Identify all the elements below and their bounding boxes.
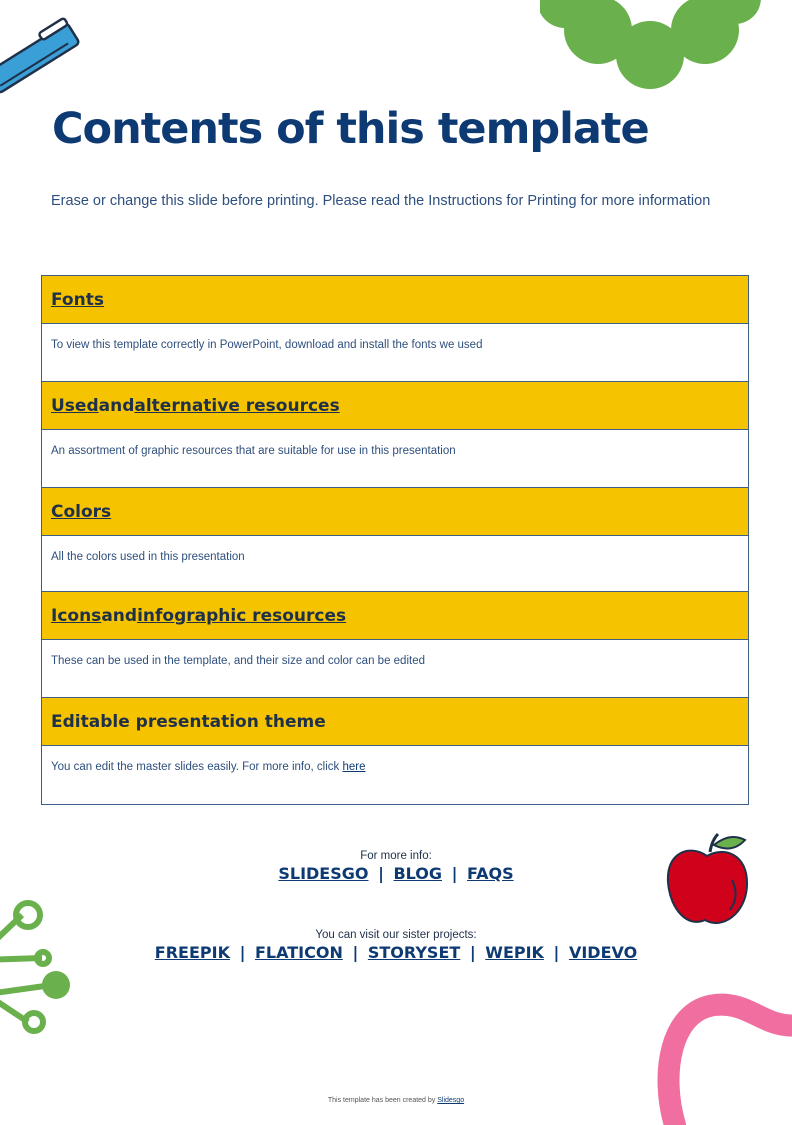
- infographic-resources-link[interactable]: infographic resources: [137, 605, 347, 626]
- storyset-link[interactable]: STORYSET: [367, 943, 461, 962]
- wepik-link[interactable]: WEPIK: [485, 943, 544, 962]
- section-header-colors: [42, 488, 748, 536]
- freepik-link[interactable]: FREEPIK: [154, 943, 230, 962]
- section-body-colors: All the colors used in this presentation: [42, 536, 748, 592]
- fonts-link[interactable]: Fonts: [51, 289, 104, 310]
- sister-projects-links: [0, 943, 792, 962]
- link-separator: |: [239, 943, 246, 962]
- colors-link[interactable]: Colors: [51, 501, 112, 522]
- pink-curve-shape: [640, 985, 792, 1125]
- icons-link[interactable]: Icons: [51, 605, 102, 626]
- contents-table: [41, 275, 749, 805]
- here-link[interactable]: here: [342, 761, 366, 773]
- molecule-icon: [0, 885, 90, 1045]
- heading-connector: and: [98, 395, 135, 416]
- sister-projects-label: You can visit our sister projects:: [315, 929, 477, 941]
- link-separator: |: [469, 943, 476, 962]
- theme-body-text: You can edit the master slides easily. For more info, click: [51, 761, 343, 773]
- section-body-theme: [42, 746, 748, 804]
- section-header-theme: [42, 698, 748, 746]
- link-separator: |: [378, 864, 384, 883]
- blog-link[interactable]: BLOG: [393, 864, 443, 883]
- credit-line: [0, 1097, 792, 1104]
- section-header-resources: [42, 382, 748, 430]
- pen-icon: [0, 0, 100, 110]
- credit-slidesgo-link[interactable]: Slidesgo: [437, 1097, 465, 1104]
- more-info-links: [0, 864, 792, 883]
- section-body-resources: An assortment of graphic resources that are suitable for use in this presentation: [42, 430, 748, 488]
- more-info-label: For more info:: [360, 850, 432, 862]
- alternative-resources-link[interactable]: alternative resources: [134, 395, 340, 416]
- page-subtitle: Erase or change this slide before printing. Please read the Instructions for Printing for more information: [51, 193, 711, 209]
- link-separator: |: [553, 943, 560, 962]
- faqs-link[interactable]: FAQS: [467, 864, 514, 883]
- link-separator: |: [451, 864, 458, 883]
- section-header-icons: [42, 592, 748, 640]
- flaticon-link[interactable]: FLATICON: [254, 943, 343, 962]
- credit-text: This template has been created by: [327, 1097, 438, 1104]
- videvo-link[interactable]: VIDEVO: [568, 943, 638, 962]
- green-blobs-shape: [540, 0, 770, 100]
- page-title: Contents of this template: [52, 104, 649, 154]
- slidesgo-link[interactable]: SLIDESGO: [278, 864, 369, 883]
- more-info-block: [0, 850, 792, 883]
- used-resources-link[interactable]: Used: [51, 395, 99, 416]
- theme-heading: Editable presentation theme: [51, 711, 326, 732]
- sister-projects-block: [0, 929, 792, 962]
- section-header-fonts: [42, 276, 748, 324]
- section-body-icons: These can be used in the template, and their size and color can be edited: [42, 640, 748, 698]
- heading-connector: and: [101, 605, 138, 626]
- section-body-fonts: To view this template correctly in PowerPoint, download and install the fonts we used: [42, 324, 748, 382]
- link-separator: |: [352, 943, 359, 962]
